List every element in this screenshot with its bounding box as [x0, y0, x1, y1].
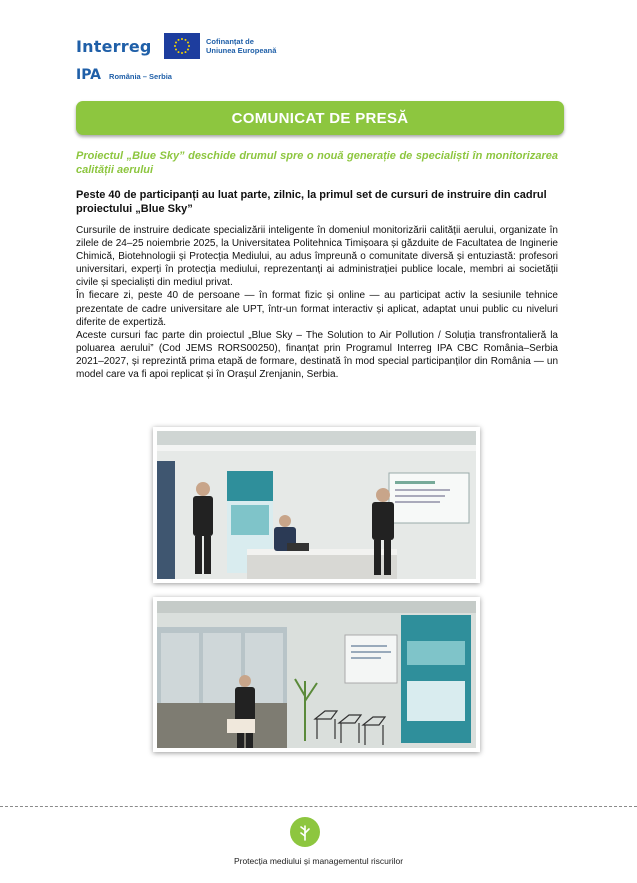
environment-tree-icon [290, 817, 320, 847]
eu-line-2: Uniunea Europeană [206, 46, 277, 55]
footer-divider [0, 806, 637, 807]
article-lead: Peste 40 de participanți au luat parte, zilnic, la primul set de cursuri de instruire din cadrul proiectului „Blue Sky” [76, 189, 547, 215]
article-body [76, 224, 558, 381]
paragraph: Cursurile de instruire dedicate specializării inteligente în domeniul monitorizării calității aerului, organizate în zilele de 24–25 noiembrie 2025, la Universitatea Politehnica Timișoara și găzduite de Facultatea de Inginerie Chimică, Biotehnologii și Protecția Mediului, au adus împreună o comunitate diversă și entuziastă: profesori universitari, experți în protecția mediului, reprezentanți ai administrației publice locale, membri ai societății civile și specialiști din mediul privat. [76, 225, 558, 289]
eu-line-1: Cofinanțat de [206, 37, 254, 46]
press-release-title-bar [76, 101, 564, 135]
header-logos [76, 33, 276, 83]
ipa-logo: IPA [76, 67, 102, 83]
eu-flag-icon [164, 33, 200, 59]
paragraph: În fiecare zi, peste 40 de persoane — în format fizic și online — au participat activ la sesiunile tehnice prezentate de cadre universitare ale UPT, într-un format interactiv și aplicat, adaptat unui public cu niveluri diferite de expertiză. [76, 290, 558, 328]
eu-cofinancing-text [206, 37, 276, 55]
event-photo-2 [153, 597, 480, 752]
footer-caption: Protecția mediului și managementul riscurilor [233, 856, 404, 866]
ipa-subtitle: România – Serbia [109, 72, 172, 81]
interreg-logo: Interreg [76, 36, 152, 56]
paragraph: Aceste cursuri fac parte din proiectul „Blue Sky – The Solution to Air Pollution / Soluția transfrontalieră la poluarea aerului” (Cod JEMS RORS00250), finanțat prin Programul Interreg IPA CBC România–Serbia 2021–2027, și reprezintă prima etapă de formare, destinată în mod special participanților din România — un model care va fi apoi replicat și în Orașul Zrenjanin, Serbia. [76, 329, 558, 381]
event-photo-1 [153, 427, 480, 583]
page-title: COMUNICAT DE PRESĂ [231, 109, 409, 127]
article-subtitle: Proiectul „Blue Sky” deschide drumul spre o nouă generație de specialiști în monitorizarea calității aerului [76, 150, 558, 176]
